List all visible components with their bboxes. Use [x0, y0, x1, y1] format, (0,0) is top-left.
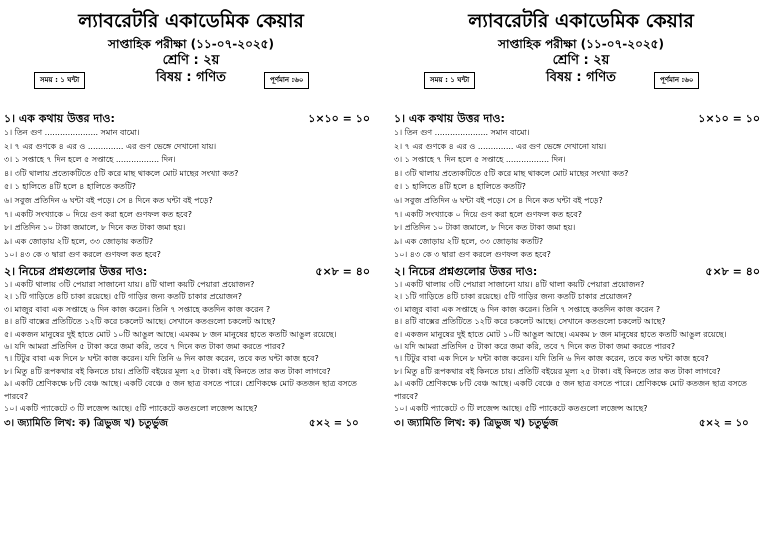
- question: ৮। মিতু ৪টি রূপকথার বই কিনতে চায়। প্রতিটি বইয়ের মূল্য ২৫ টাকা। বই কিনতে তার কত টাকা লাগবে?: [4, 366, 331, 376]
- class-label: শ্রেণি : ২য়: [552, 53, 610, 68]
- question: ৩। ১ সপ্তাহে ৭ দিন হলে ৫ সপ্তাহে ................. দিন।: [394, 155, 566, 165]
- class-label: শ্রেণি : ২য়: [162, 53, 220, 68]
- question: ৫। ১ হালিতে ৪টি হলে ৪ হালিতে কতটি?: [4, 182, 136, 192]
- question: ২। ১টি গাড়িতে ৪টি চাকা রয়েছে। ৫টি গাড়ির জন্য কতটি চাকার প্রয়োজন?: [4, 292, 242, 302]
- question: ২। ১টি গাড়িতে ৪টি চাকা রয়েছে। ৫টি গাড়ির জন্য কতটি চাকার প্রয়োজন?: [394, 292, 632, 302]
- question: ৮। প্রতিদিন ১০ টাকা জমালে, ৮ দিনে কত টাকা জমা হয়।: [4, 223, 186, 233]
- time-box: সময় : ১ ঘন্টা: [424, 72, 475, 89]
- question: ৯। একটি শ্রেণিকক্ষে ৮টি বেঞ্চ আছে। একটি বেঞ্চে ৫ জন ছাত্র বসতে পারে। শ্রেণিকক্ষে মোট কতজন ছাত্র বসতে পারবে?: [394, 379, 747, 401]
- question: ১। একটি থালায় ৩টি পেয়ারা সাজানো যায়। ৪টি থালা কয়টি পেয়ারা প্রয়োজন?: [394, 279, 645, 289]
- section-3-marks: ৫×২ = ১০: [698, 418, 749, 430]
- section-2-marks: ৫×৮ = ৪০: [705, 264, 760, 278]
- exam-title: সাপ্তাহিক পরীক্ষা (১১-০৭-২০২৫): [108, 37, 274, 51]
- question: ৭। টিটুর বাবা এক দিনে ৮ ঘন্টা কাজ করেন। যদি তিনি ৬ দিন কাজ করেন, তবে কত ঘন্টা কাজ হবে?: [394, 354, 709, 364]
- section-1-marks: ১×১০ = ১০: [308, 112, 370, 125]
- section-1-title: ১। এক কথায় উত্তর দাও:: [4, 112, 115, 125]
- school-title: ল্যাবরেটরি একাডেমিক কেয়ার: [78, 10, 304, 32]
- question: ১০। ৪৩ কে ৩ দ্বারা গুণ করলে গুণফল কত হবে?: [4, 250, 161, 260]
- question: ২। ৭ এর গুণকে ৪ এর ও .............. এর গুণ ভেঙ্গে দেখানো যায়।: [394, 141, 607, 151]
- paper-header: [4, 9, 378, 109]
- section-2-title: ২। নিচের প্রশ্নগুলোর উত্তর দাও:: [4, 264, 148, 278]
- full-marks-box: পূর্ণমান :৬০: [654, 72, 699, 89]
- question: ৮। প্রতিদিন ১০ টাকা জমালে, ৮ দিনে কত টাকা জমা হয়।: [394, 223, 576, 233]
- question: ৭। টিটুর বাবা এক দিনে ৮ ঘন্টা কাজ করেন। যদি তিনি ৬ দিন কাজ করেন, তবে কত ঘন্টা কাজ হবে?: [4, 354, 319, 364]
- question: ৬। যদি আমরা প্রতিদিন ৫ টাকা করে জমা করি, তবে ৭ দিনে কত টাকা জমা করতে পারব?: [394, 341, 676, 351]
- school-title: ল্যাবরেটরি একাডেমিক কেয়ার: [468, 10, 694, 32]
- question: ৫। ১ হালিতে ৪টি হলে ৪ হালিতে কতটি?: [394, 182, 526, 192]
- question: ৪। ৪টি বাক্সের প্রতিটিতে ১২টি করে চকলেট আছে। সেখানে কতগুলো চকলেট আছে?: [4, 317, 276, 327]
- section-2-heading: [4, 265, 378, 279]
- question: ৯। এক জোড়ায় ২টি হলে, ৩৩ জোড়ায় কতটি?: [4, 236, 154, 246]
- question: ১০। একটি প্যাকেটে ৩ টি লজেন্স আছে। ৫টি প্যাকেটে কতগুলো লজেন্স আছে?: [4, 404, 258, 413]
- question: ৪। ৩টি থালায় প্রত্যেকটিতে ৫টি করে মাছ থাকলে মোট মাছের সংখ্যা কত?: [394, 168, 629, 178]
- question: ৫। একজন মানুষের দুই হাতে মোট ১০টি আঙুল আছে। এমকম ৮ জন মানুষের হাতে কতটি আঙুল রয়েছে।: [394, 329, 727, 339]
- question: ৯। এক জোড়ায় ২টি হলে, ৩৩ জোড়ায় কতটি?: [394, 236, 544, 246]
- exam-title: সাপ্তাহিক পরীক্ষা (১১-০৭-২০২৫): [498, 37, 664, 51]
- subject-label: বিষয় : গণিত: [156, 70, 226, 85]
- question: ৬। যদি আমরা প্রতিদিন ৫ টাকা করে জমা করি, তবে ৭ দিনে কত টাকা জমা করতে পারব?: [4, 341, 286, 351]
- section-2-marks: ৫×৮ = ৪০: [315, 264, 370, 278]
- question: ৮। মিতু ৪টি রূপকথার বই কিনতে চায়। প্রতিটি বইয়ের মূল্য ২৫ টাকা। বই কিনতে তার কত টাকা লাগবে?: [394, 366, 721, 376]
- section-1-marks: ১×১০ = ১০: [698, 112, 760, 125]
- paper-header: [394, 9, 768, 109]
- question: ৯। একটি শ্রেণিকক্ষে ৮টি বেঞ্চ আছে। একটি বেঞ্চে ৫ জন ছাত্র বসতে পারে। শ্রেণিকক্ষে মোট কতজন ছাত্র বসতে পারবে?: [4, 379, 357, 401]
- section-3: [4, 417, 378, 431]
- question: ৩। মাজুর বাবা এক সপ্তাহে ৬ দিন কাজ করেন। তিনি ৭ সপ্তাহে কতদিন কাজ করেন ?: [4, 304, 271, 314]
- question: ৭। একটি সংখ্যাকে ০ দিয়ে গুণ করা হলে গুণফল কত হবে?: [394, 209, 582, 219]
- full-marks-box: পূর্ণমান :৬০: [264, 72, 309, 89]
- question: ৪। ৪টি বাক্সের প্রতিটিতে ১২টি করে চকলেট আছে। সেখানে কতগুলো চকলেট আছে?: [394, 317, 666, 327]
- section-3-marks: ৫×২ = ১০: [308, 418, 359, 430]
- subject-label: বিষয় : গণিত: [546, 70, 616, 85]
- question: ৫। একজন মানুষের দুই হাতে মোট ১০টি আঙুল আছে। এমকম ৮ জন মানুষের হাতে কতটি আঙুল রয়েছে।: [4, 329, 337, 339]
- question: ১। তিন গুণ ..................... সমান বামো।: [394, 128, 530, 137]
- section-3: [394, 417, 768, 431]
- section-1-heading: [394, 112, 768, 126]
- question: ৩। ১ সপ্তাহে ৭ দিন হলে ৫ সপ্তাহে ................. দিন।: [4, 155, 176, 165]
- section-2-heading: [394, 265, 768, 279]
- section-1-title: ১। এক কথায় উত্তর দাও:: [394, 112, 505, 125]
- question: ৭। একটি সংখ্যাকে ০ দিয়ে গুণ করা হলে গুণফল কত হবে?: [4, 209, 192, 219]
- section-3-options: ক) ত্রিভুজ খ) চতুর্ভুজ: [468, 418, 558, 430]
- question: ১। একটি থালায় ৩টি পেয়ারা সাজানো যায়। ৪টি থালা কয়টি পেয়ারা প্রয়োজন?: [4, 279, 255, 289]
- section-1-heading: [4, 112, 378, 126]
- question: ৬। সবুজ প্রতিদিন ৬ ঘন্টা বই পড়ে। সে ৪ দিনে কত ঘন্টা বই পড়ে?: [394, 195, 603, 205]
- question: ১০। ৪৩ কে ৩ দ্বারা গুণ করলে গুণফল কত হবে?: [394, 250, 551, 260]
- question-paper-right: [394, 0, 768, 543]
- question: ৪। ৩টি থালায় প্রত্যেকটিতে ৫টি করে মাছ থাকলে মোট মাছের সংখ্যা কত?: [4, 168, 239, 178]
- question: ১। তিন গুণ ..................... সমান বামো।: [4, 128, 140, 137]
- section-3-prefix: ৩। জ্যামিতি লিখ:: [4, 418, 76, 430]
- time-box: সময় : ১ ঘন্টা: [34, 72, 85, 89]
- question: ৬। সবুজ প্রতিদিন ৬ ঘন্টা বই পড়ে। সে ৪ দিনে কত ঘন্টা বই পড়ে?: [4, 195, 213, 205]
- question: ২। ৭ এর গুণকে ৪ এর ও .............. এর গুণ ভেঙ্গে দেখানো যায়।: [4, 141, 217, 151]
- section-2-title: ২। নিচের প্রশ্নগুলোর উত্তর দাও:: [394, 264, 538, 278]
- question: ৩। মাজুর বাবা এক সপ্তাহে ৬ দিন কাজ করেন। তিনি ৭ সপ্তাহে কতদিন কাজ করেন ?: [394, 304, 661, 314]
- question-paper-left: [4, 0, 378, 543]
- section-3-options: ক) ত্রিভুজ খ) চতুর্ভুজ: [78, 418, 168, 430]
- question: ১০। একটি প্যাকেটে ৩ টি লজেন্স আছে। ৫টি প্যাকেটে কতগুলো লজেন্স আছে?: [394, 404, 648, 413]
- section-3-prefix: ৩। জ্যামিতি লিখ:: [394, 418, 466, 430]
